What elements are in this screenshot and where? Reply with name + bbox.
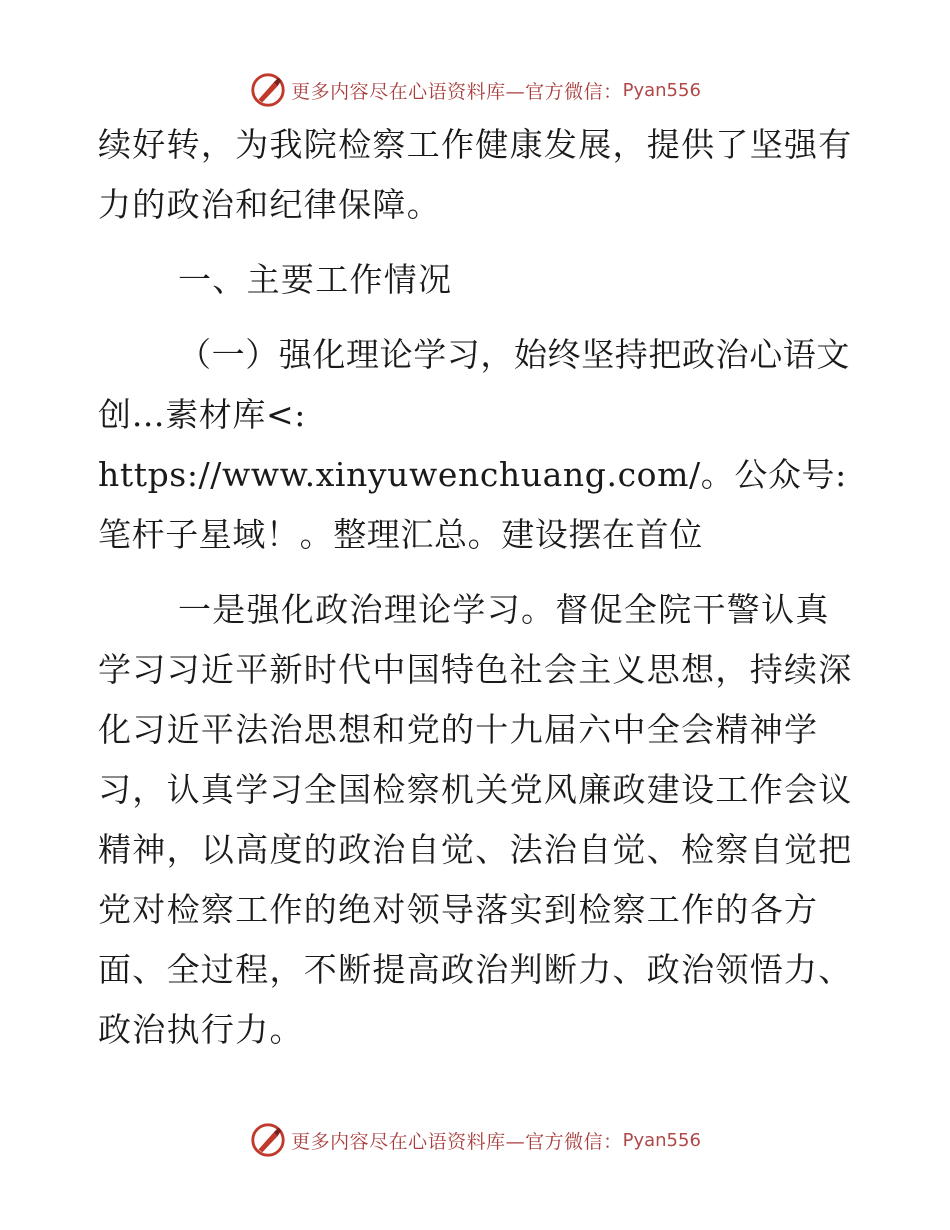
banner-wechat-id: Pyan556 xyxy=(622,79,701,101)
body-paragraph: 一是强化政治理论学习。督促全院干警认真学习习近平新时代中国特色社会主义思想，持续深化习近平法治思想和党的十九届六中全会精神学习，认真学习全国检察机关党风廉政建设工作会议精神，以高度的政治自觉、法治自觉、检察自觉把党对检察工作的绝对领导落实到检察工作的各方面、全过程，不断提高政治判断力、政治领悟力、政治执行力。 xyxy=(98,590,853,1049)
subsection-heading: （一）强化理论学习，始终坚持把政治心语文创…素材库<: https://www.xinyuwenchuang.com/。公众号: 笔杆子星域！。整理汇总。建设摆在首位 xyxy=(98,335,850,554)
pen-logo-icon xyxy=(249,1121,287,1159)
banner-wechat-id: Pyan556 xyxy=(622,1129,701,1151)
header-banner xyxy=(0,68,950,112)
footer-banner xyxy=(0,1118,950,1162)
document-body xyxy=(98,115,858,1060)
paragraph-continuation: 续好转，为我院检察工作健康发展，提供了坚强有力的政治和纪律保障。 xyxy=(98,125,853,224)
banner-text: 更多内容尽在心语资料库—官方微信： xyxy=(291,1130,623,1153)
section-heading: 一、主要工作情况 xyxy=(178,260,453,299)
pen-logo-icon xyxy=(249,71,287,109)
banner-text: 更多内容尽在心语资料库—官方微信： xyxy=(291,80,623,103)
